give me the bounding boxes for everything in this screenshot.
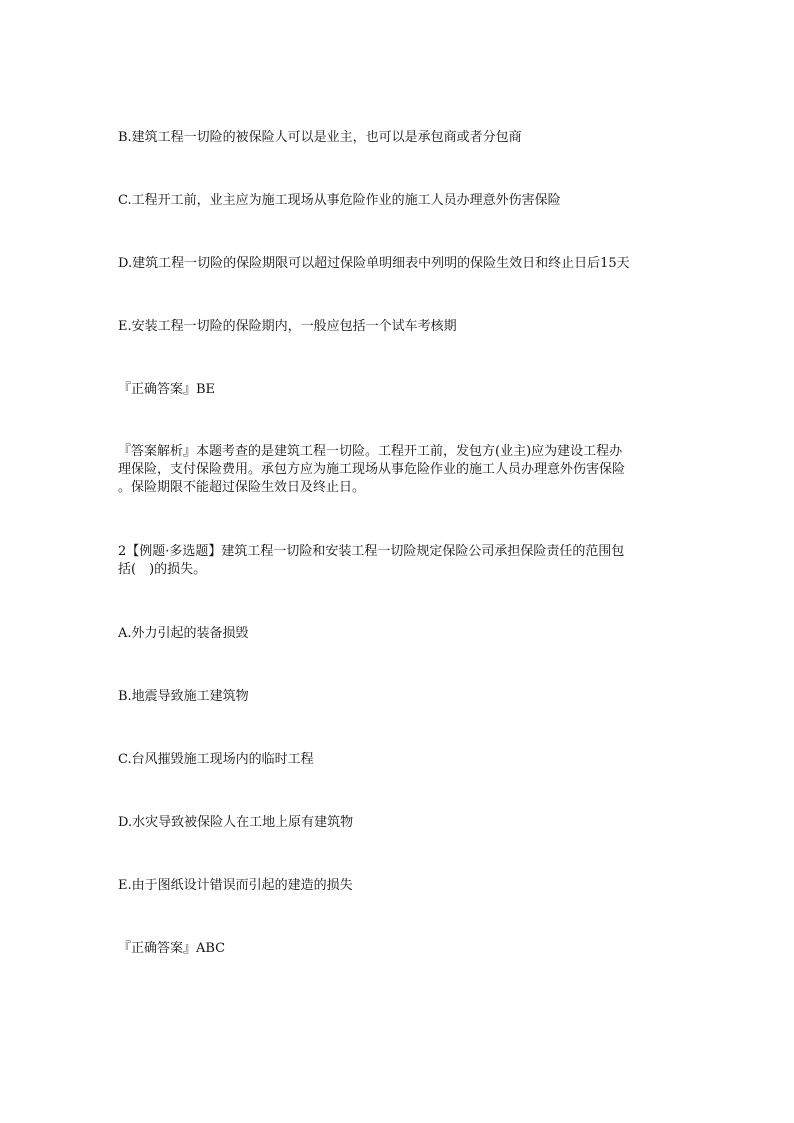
q2-option-e: E.由于图纸设计错误而引起的建造的损失 [118, 878, 353, 893]
q2-question [118, 543, 674, 579]
q1-option-d: D.建筑工程一切险的保险期限可以超过保险单明细表中列明的保险生效日和终止日后15天 [118, 256, 630, 271]
question-line: 括( )的损失。 [118, 562, 207, 577]
q2-correct-answer: 『正确答案』ABC [118, 941, 226, 956]
q2-option-d: D.水灾导致被保险人在工地上原有建筑物 [118, 815, 354, 830]
q2-option-c: C.台风摧毁施工现场内的临时工程 [118, 752, 314, 767]
q1-correct-answer: 『正确答案』BE [118, 382, 216, 397]
analysis-line: 。保险期限不能超过保险生效日及终止日。 [118, 480, 366, 495]
q1-answer-analysis [118, 443, 674, 497]
analysis-line: 『答案解析』本题考查的是建筑工程一切险。工程开工前，发包方(业主)应为建设工程办 [118, 444, 623, 459]
q2-option-a: A.外力引起的装备损毁 [118, 626, 249, 641]
q1-option-b: B.建筑工程一切险的被保险人可以是业主，也可以是承包商或者分包商 [118, 130, 522, 145]
q1-option-e: E.安装工程一切险的保险期内，一般应包括一个试车考核期 [118, 319, 457, 334]
analysis-line: 理保险，支付保险费用。承包方应为施工现场从事危险作业的施工人员办理意外伤害保险 [118, 462, 626, 477]
q1-option-c: C.工程开工前，业主应为施工现场从事危险作业的施工人员办理意外伤害保险 [118, 193, 561, 208]
question-line: 2【例题·多选题】建筑工程一切险和安装工程一切险规定保险公司承担保险责任的范围包 [118, 544, 625, 559]
q2-option-b: B.地震导致施工建筑物 [118, 689, 249, 704]
